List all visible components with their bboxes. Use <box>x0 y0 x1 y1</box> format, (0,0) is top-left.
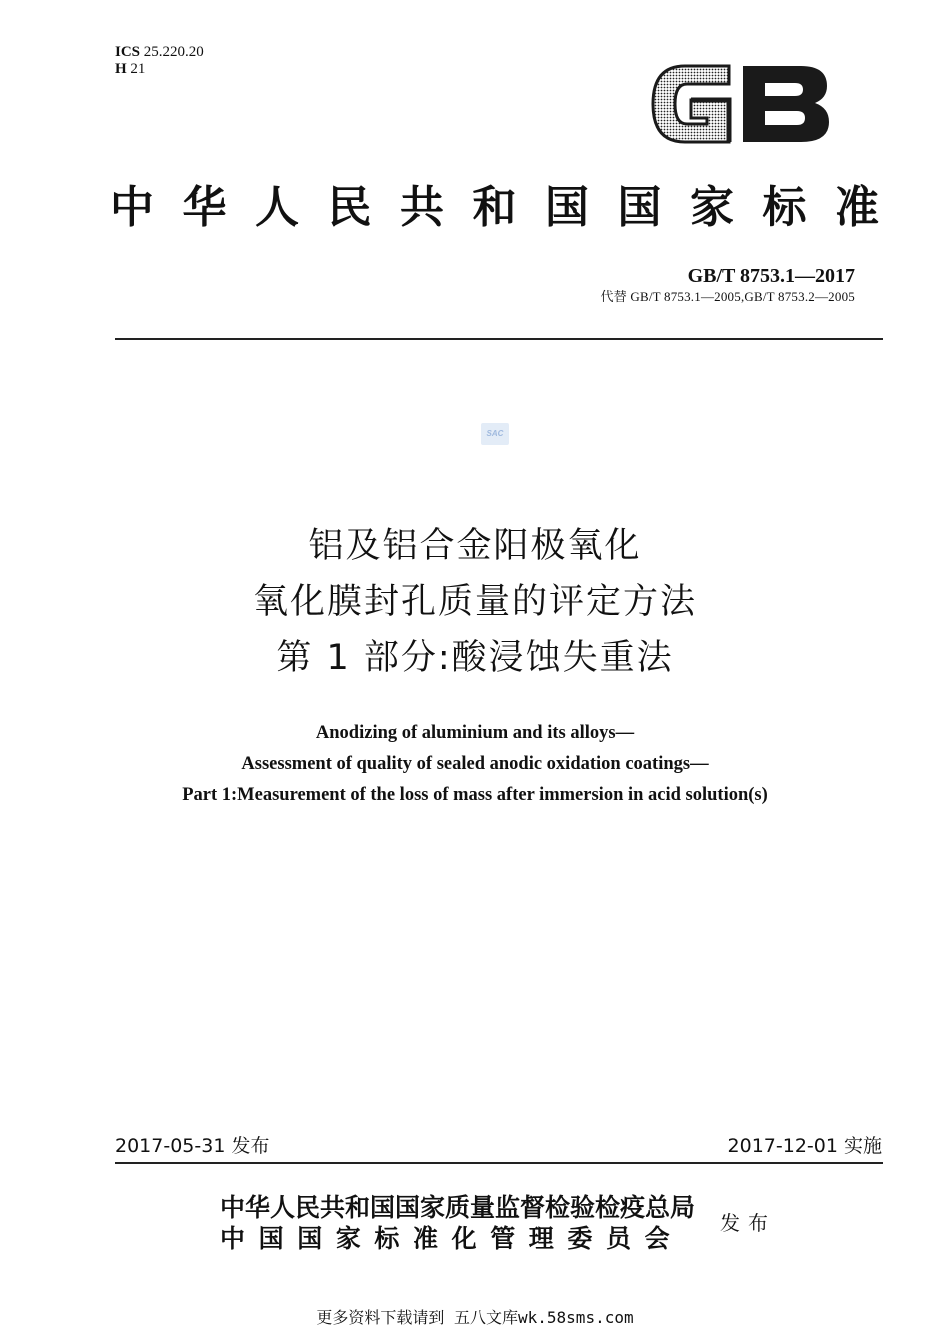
national-standard-title: 中华人民共和国国家标准 <box>110 182 885 233</box>
header-divider <box>115 338 883 340</box>
english-title-line-1: Anodizing of aluminium and its alloys— <box>315 723 635 743</box>
footer-divider <box>115 1162 883 1164</box>
issue-date: 2017-05-31 发布 <box>115 1135 270 1157</box>
english-title <box>0 718 950 811</box>
chinese-title-line-1: 铝及铝合金阳极氧化 <box>308 526 642 566</box>
ccs-line <box>115 61 204 78</box>
issuer-line-1: 中华人民共和国国家质量监督检验检疫总局 <box>220 1193 696 1222</box>
publish-label: 发布 <box>720 1211 776 1235</box>
gb-logo <box>645 56 835 152</box>
download-footer: 更多资料下载请到 五八文库wk.58sms.com <box>316 1308 634 1327</box>
sac-watermark: SAC <box>481 423 509 445</box>
chinese-title <box>0 518 950 686</box>
issuing-authorities <box>220 1192 695 1254</box>
standard-number-block <box>601 264 855 306</box>
ics-line <box>115 44 204 61</box>
ccs-code: 21 <box>130 61 146 77</box>
chinese-title-line-2: 氧化膜封孔质量的评定方法 <box>252 582 697 622</box>
replaces-note: 代替 GB/T 8753.1—2005,GB/T 8753.2—2005 <box>600 289 855 304</box>
standard-number: GB/T 8753.1—2017 <box>687 265 855 287</box>
classification-codes <box>115 44 204 78</box>
issuer-line-2: 中国国家标准化管理委员会 <box>220 1224 684 1253</box>
english-title-line-3: Part 1:Measurement of the loss of mass after immersion in acid solution(s) <box>182 785 768 805</box>
english-title-line-2: Assessment of quality of sealed anodic oxidation coatings— <box>241 754 709 774</box>
ics-code: 25.220.20 <box>143 44 204 60</box>
chinese-title-line-3: 第 1 部分:酸浸蚀失重法 <box>276 638 674 678</box>
ics-label: ICS <box>115 44 141 60</box>
implementation-date: 2017-12-01 实施 <box>727 1135 882 1157</box>
ccs-label: H <box>115 61 127 77</box>
